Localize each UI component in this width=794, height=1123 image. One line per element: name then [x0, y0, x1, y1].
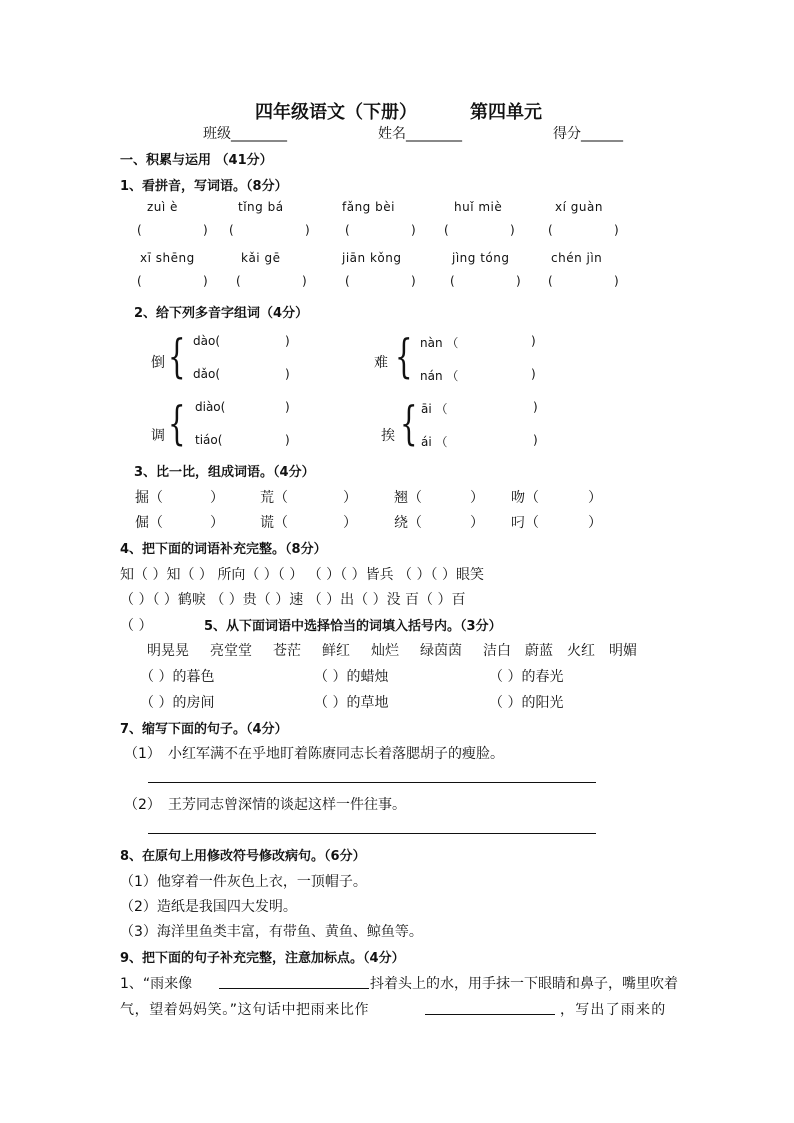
paren-close: ) — [510, 223, 515, 237]
char-blank[interactable]: 谎（ — [260, 515, 288, 531]
idiom-line[interactable]: （ ） — [120, 618, 153, 634]
fill-blank[interactable]: （ ）的春光 — [489, 669, 564, 685]
word-bank-item: 明晃晃 — [147, 643, 189, 659]
q1-heading: 1、看拼音，写词语。（8分） — [120, 179, 288, 194]
fill-blank[interactable]: （ ）的阳光 — [489, 695, 564, 711]
word-bank-item: 洁白 — [483, 643, 511, 659]
sentence-text[interactable]: （2）造纸是我国四大发明。 — [120, 899, 297, 915]
word-bank-item: 蔚蓝 — [525, 643, 553, 659]
pinyin-blank[interactable]: diào( — [195, 400, 226, 414]
paren-close: ) — [614, 274, 619, 288]
score-field: 得分______ — [553, 126, 623, 142]
paren-close: ) — [531, 334, 536, 348]
pinyin-item: huǐ miè — [454, 200, 503, 214]
paren-open: ( — [345, 223, 350, 237]
paren-open: ( — [444, 223, 449, 237]
idiom-line[interactable]: （ ）（ ）鹤唳 （ ）贵（ ）速 （ ）出（ ）没 百（ ）百 — [120, 592, 466, 608]
sentence-text: 王芳同志曾深情的谈起这样一件往事。 — [168, 797, 406, 813]
paren-close: ） — [343, 515, 357, 531]
word-bank-item: 鲜红 — [322, 643, 350, 659]
paren-open: ( — [236, 274, 241, 288]
fill-blank[interactable]: （ ）的暮色 — [140, 669, 215, 685]
pinyin-blank[interactable]: nán （ — [420, 369, 459, 383]
paren-close: ) — [203, 223, 208, 237]
paren-open: ( — [548, 274, 553, 288]
word-bank-item: 明媚 — [609, 643, 637, 659]
paren-close: ) — [285, 334, 290, 348]
word-bank-item: 苍茫 — [273, 643, 301, 659]
paren-close: ) — [305, 223, 310, 237]
pinyin-blank[interactable]: tiáo( — [195, 433, 223, 447]
char-blank[interactable]: 叼（ — [511, 515, 539, 531]
paren-close: ） — [588, 490, 602, 506]
pinyin-item: jiān kǒng — [342, 251, 402, 265]
paren-close: ） — [210, 490, 224, 506]
pinyin-blank[interactable]: āi （ — [421, 402, 448, 416]
sentence-text[interactable]: （3）海洋里鱼类丰富，有带鱼、黄鱼、鲸鱼等。 — [120, 924, 423, 940]
fill-blank[interactable]: （ ）的蜡烛 — [314, 669, 389, 685]
pinyin-blank[interactable]: nàn （ — [420, 336, 459, 350]
polyphone-char: 倒 — [151, 355, 165, 371]
section-heading: 一、积累与运用 （41分） — [120, 153, 273, 168]
word-bank-item: 亮堂堂 — [210, 643, 252, 659]
paren-close: ) — [516, 274, 521, 288]
paren-close: ） — [470, 515, 484, 531]
pinyin-item: chén jìn — [551, 251, 603, 265]
char-blank[interactable]: 掘（ — [135, 490, 163, 506]
page-title: 四年级语文（下册） — [255, 102, 417, 123]
fill-blank[interactable]: （ ）的房间 — [140, 695, 215, 711]
paren-open: ( — [229, 223, 234, 237]
char-blank[interactable]: 翘（ — [394, 490, 422, 506]
paren-close: ） — [343, 490, 357, 506]
char-blank[interactable]: 倔（ — [135, 515, 163, 531]
pinyin-blank[interactable]: dǎo( — [193, 367, 220, 381]
q8-heading: 8、在原句上用修改符号修改病句。（6分） — [120, 849, 366, 864]
paren-close: ） — [210, 515, 224, 531]
sentence-text: 气，望着妈妈笑。”这句话中把雨来比作 — [120, 1002, 370, 1018]
paren-open: ( — [450, 274, 455, 288]
polyphone-char: 调 — [151, 428, 165, 444]
polyphone-char: 挨 — [381, 428, 395, 444]
q5-heading: 5、从下面词语中选择恰当的词填入括号内。（3分） — [204, 619, 502, 634]
pinyin-item: jìng tóng — [452, 251, 510, 265]
q4-heading: 4、把下面的词语补充完整。（8分） — [120, 542, 327, 557]
paren-open: ( — [548, 223, 553, 237]
q7-heading: 7、缩写下面的句子。（4分） — [120, 722, 288, 737]
sentence-number: （1） — [124, 746, 161, 762]
paren-close: ) — [203, 274, 208, 288]
q3-heading: 3、比一比，组成词语。（4分） — [134, 465, 315, 480]
paren-close: ) — [302, 274, 307, 288]
paren-close: ) — [285, 400, 290, 414]
pinyin-blank[interactable]: dào( — [193, 334, 220, 348]
paren-close: ) — [411, 223, 416, 237]
char-blank[interactable]: 绕（ — [394, 515, 422, 531]
q2-heading: 2、给下列多音字组词（4分） — [134, 306, 309, 321]
brace-icon: { — [395, 329, 413, 383]
answer-line[interactable] — [148, 782, 596, 783]
paren-close: ) — [411, 274, 416, 288]
pinyin-item: kǎi gē — [241, 251, 281, 265]
q9-heading: 9、把下面的句子补充完整，注意加标点。（4分） — [120, 951, 405, 966]
paren-close: ） — [588, 515, 602, 531]
char-blank[interactable]: 吻（ — [511, 490, 539, 506]
paren-close: ) — [614, 223, 619, 237]
fill-blank[interactable]: （ ）的草地 — [314, 695, 389, 711]
pinyin-blank[interactable]: ái （ — [421, 435, 448, 449]
pinyin-item: xī shēng — [140, 251, 195, 265]
sentence-number: （2） — [124, 797, 161, 813]
sentence-text: 1、“雨来像 — [120, 976, 193, 992]
paren-close: ) — [533, 433, 538, 447]
word-bank-item: 绿茵茵 — [420, 643, 462, 659]
unit-title: 第四单元 — [470, 102, 542, 123]
paren-close: ) — [285, 367, 290, 381]
pinyin-item: fǎng bèi — [342, 200, 395, 214]
word-bank-item: 火红 — [567, 643, 595, 659]
paren-close: ) — [533, 400, 538, 414]
brace-icon: { — [400, 396, 418, 450]
sentence-text: 抖着头上的水，用手抹一下眼睛和鼻子，嘴里吹着 — [370, 976, 678, 992]
paren-close: ) — [285, 433, 290, 447]
answer-line[interactable] — [219, 988, 369, 989]
answer-line[interactable] — [425, 1014, 555, 1015]
idiom-line[interactable]: 知（ ）知（ ） 所向（ ）（ ） （ ）（ ）皆兵 （ ）（ ）眼笑 — [120, 567, 484, 583]
sentence-text: 小红军满不在乎地盯着陈赓同志长着落腮胡子的瘦脸。 — [168, 746, 504, 762]
sentence-text: ，写出了雨来的 — [560, 1002, 667, 1018]
paren-open: ( — [137, 223, 142, 237]
char-blank[interactable]: 荒（ — [260, 490, 288, 506]
class-field: 班级________ — [203, 126, 287, 142]
sentence-text[interactable]: （1）他穿着一件灰色上衣，一顶帽子。 — [120, 874, 367, 890]
paren-close: ） — [470, 490, 484, 506]
paren-close: ) — [531, 367, 536, 381]
brace-icon: { — [168, 396, 186, 450]
pinyin-item: zuì è — [147, 200, 178, 214]
pinyin-item: xí guàn — [555, 200, 603, 214]
name-field: 姓名________ — [378, 126, 462, 142]
brace-icon: { — [168, 329, 186, 383]
answer-line[interactable] — [148, 833, 596, 834]
paren-open: ( — [137, 274, 142, 288]
pinyin-item: tǐng bá — [238, 200, 284, 214]
polyphone-char: 难 — [374, 355, 388, 371]
word-bank-item: 灿烂 — [371, 643, 399, 659]
paren-open: ( — [345, 274, 350, 288]
